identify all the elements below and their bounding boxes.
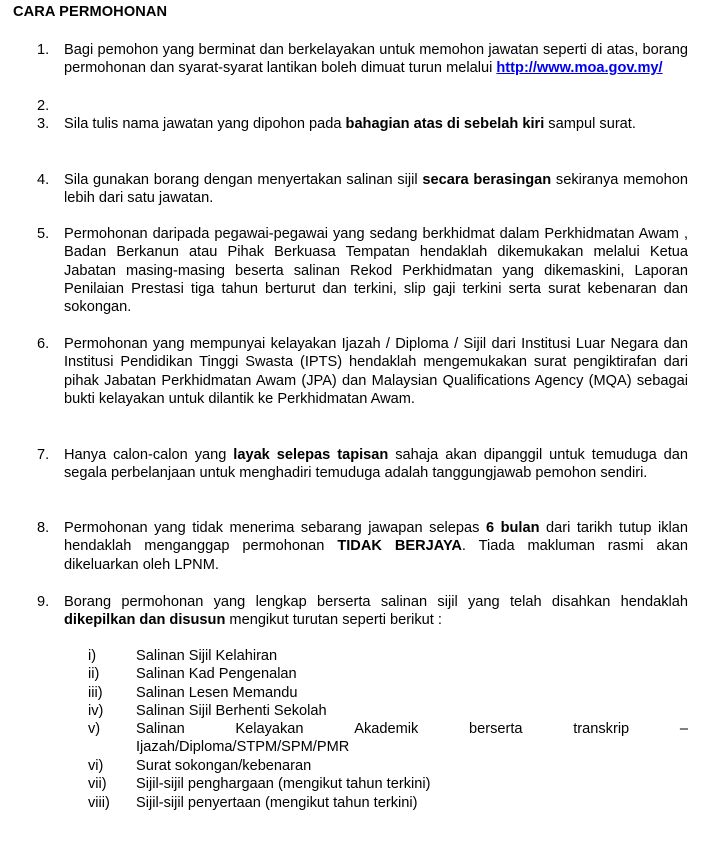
bold-emphasis: secara berasingan (422, 172, 552, 188)
text-run: Hanya calon-calon yang (64, 447, 234, 463)
sub-list-text: Surat sokongan/kebenaran (136, 758, 312, 774)
bold-emphasis: layak selepas tapisan (233, 447, 389, 463)
list-item-number: 4. (37, 172, 50, 188)
sub-list-text: Sijil-sijil penyertaan (mengikut tahun terkini) (136, 795, 418, 811)
list-item-text (64, 446, 688, 483)
list-item-number: 7. (37, 447, 50, 463)
sub-list-word: Kelayakan (235, 721, 304, 737)
sub-list-numeral: iv) (88, 703, 104, 719)
list-item-text (64, 519, 688, 574)
page-title: CARA PERMOHONAN (13, 4, 168, 20)
sub-list-numeral: i) (88, 648, 97, 664)
text-run: dari tarikh tutup iklan hendaklah menganggap permohonan (64, 520, 688, 555)
list-item-text (64, 225, 688, 316)
moa-website-link[interactable]: http://www.moa.gov.my/ (496, 60, 663, 77)
sub-list-word: Akademik (354, 721, 419, 737)
sub-list-numeral: viii) (88, 795, 110, 811)
list-item-text (64, 593, 688, 630)
text-run: Permohonan yang tidak menerima sebarang jawapan selepas (64, 520, 486, 536)
bold-emphasis: dikepilkan dan disusun (64, 612, 226, 629)
text-run: Permohonan yang mempunyai kelayakan Ijazah / Diploma / Sijil dari Institusi Luar Negara dan Institusi Pendidikan Tinggi Swasta (IPTS) hendaklah mengemukakan surat pengiktirafan dari pihak Jabatan Perkhidmatan Awam (JPA) dan Malaysian Qualifications Agency (MQA) sebagai bukti kelayakan untuk dilantik ke Perkhidmatan Awam. (64, 336, 688, 407)
sub-list-numeral: vi) (88, 758, 104, 774)
list-item-text (64, 335, 688, 408)
text-run: sekiranya memohon lebih dari satu jawatan. (64, 172, 688, 207)
text-run: Sila gunakan borang dengan menyertakan salinan sijil (64, 172, 423, 188)
sub-list-continuation: Ijazah/Diploma/STPM/SPM/PMR (136, 739, 350, 756)
sub-list-word: – (679, 721, 688, 737)
text-run: Sila tulis nama jawatan yang dipohon pada (64, 116, 346, 132)
list-item-number: 8. (37, 520, 50, 536)
text-run: Bagi pemohon yang berminat dan berkelayakan untuk memohon jawatan seperti di atas, borang permohonan dan syarat-syarat lantikan boleh dimuat turun melalui (64, 42, 688, 77)
list-item-number: 9. (37, 594, 50, 610)
sub-list-text: Salinan Kad Pengenalan (136, 666, 297, 682)
sub-list-numeral: ii) (88, 666, 100, 682)
list-item-text (64, 115, 688, 133)
text-run: . Tiada makluman rasmi akan dikeluarkan oleh LPNM. (64, 538, 689, 573)
sub-list-text: Salinan Lesen Memandu (136, 685, 298, 701)
sub-list-text: Salinan Sijil Berhenti Sekolah (136, 703, 327, 719)
text-run: Permohonan daripada pegawai-pegawai yang sedang berkhidmat dalam Perkhidmatan Awam , Badan Berkanun atau Pihak Berkuasa Tempatan hendaklah dikemukakan melalui Ketua Jabatan masing-masing beserta salinan Rekod Perkhidmatan yang dikemaskini, Laporan Penilaian Prestasi tiga tahun berturut dan terkini, slip gaji terkini serta surat kebenaran dan sokongan. (64, 226, 688, 316)
bold-emphasis: bahagian atas di sebelah kiri (345, 116, 545, 132)
list-item-number: 6. (37, 336, 50, 352)
sub-list-numeral: iii) (88, 685, 103, 701)
sub-list-text (136, 720, 688, 757)
sub-list-word: Salinan (136, 721, 185, 737)
list-item-text (64, 171, 688, 208)
bold-emphasis: 6 bulan (485, 520, 540, 536)
sub-list-word: transkrip (573, 721, 630, 737)
list-item-text (64, 41, 688, 78)
text-run: Borang permohonan yang lengkap berserta salinan sijil yang telah disahkan hendaklah (64, 594, 688, 610)
text-run: sahaja akan dipanggil untuk temuduga dan segala perbelanjaan untuk menghadiri temuduga adalah tanggungjawab pemohon sendiri. (64, 447, 688, 482)
sub-list-numeral: vii) (88, 776, 107, 792)
sub-list-text: Salinan Sijil Kelahiran (136, 648, 278, 664)
list-item-number: 3. (37, 116, 50, 132)
sub-list-word: berserta (468, 721, 523, 737)
text-run: sampul surat. (544, 116, 636, 132)
sub-list-numeral: v) (88, 721, 101, 737)
bold-emphasis: TIDAK BERJAYA (337, 538, 462, 555)
list-item-number: 2. (37, 98, 50, 114)
sub-list-text: Sijil-sijil penghargaan (mengikut tahun terkini) (136, 776, 431, 792)
list-item-number: 1. (37, 42, 50, 58)
list-item-number: 5. (37, 226, 50, 242)
text-run: mengikut turutan seperti berikut : (225, 612, 442, 629)
